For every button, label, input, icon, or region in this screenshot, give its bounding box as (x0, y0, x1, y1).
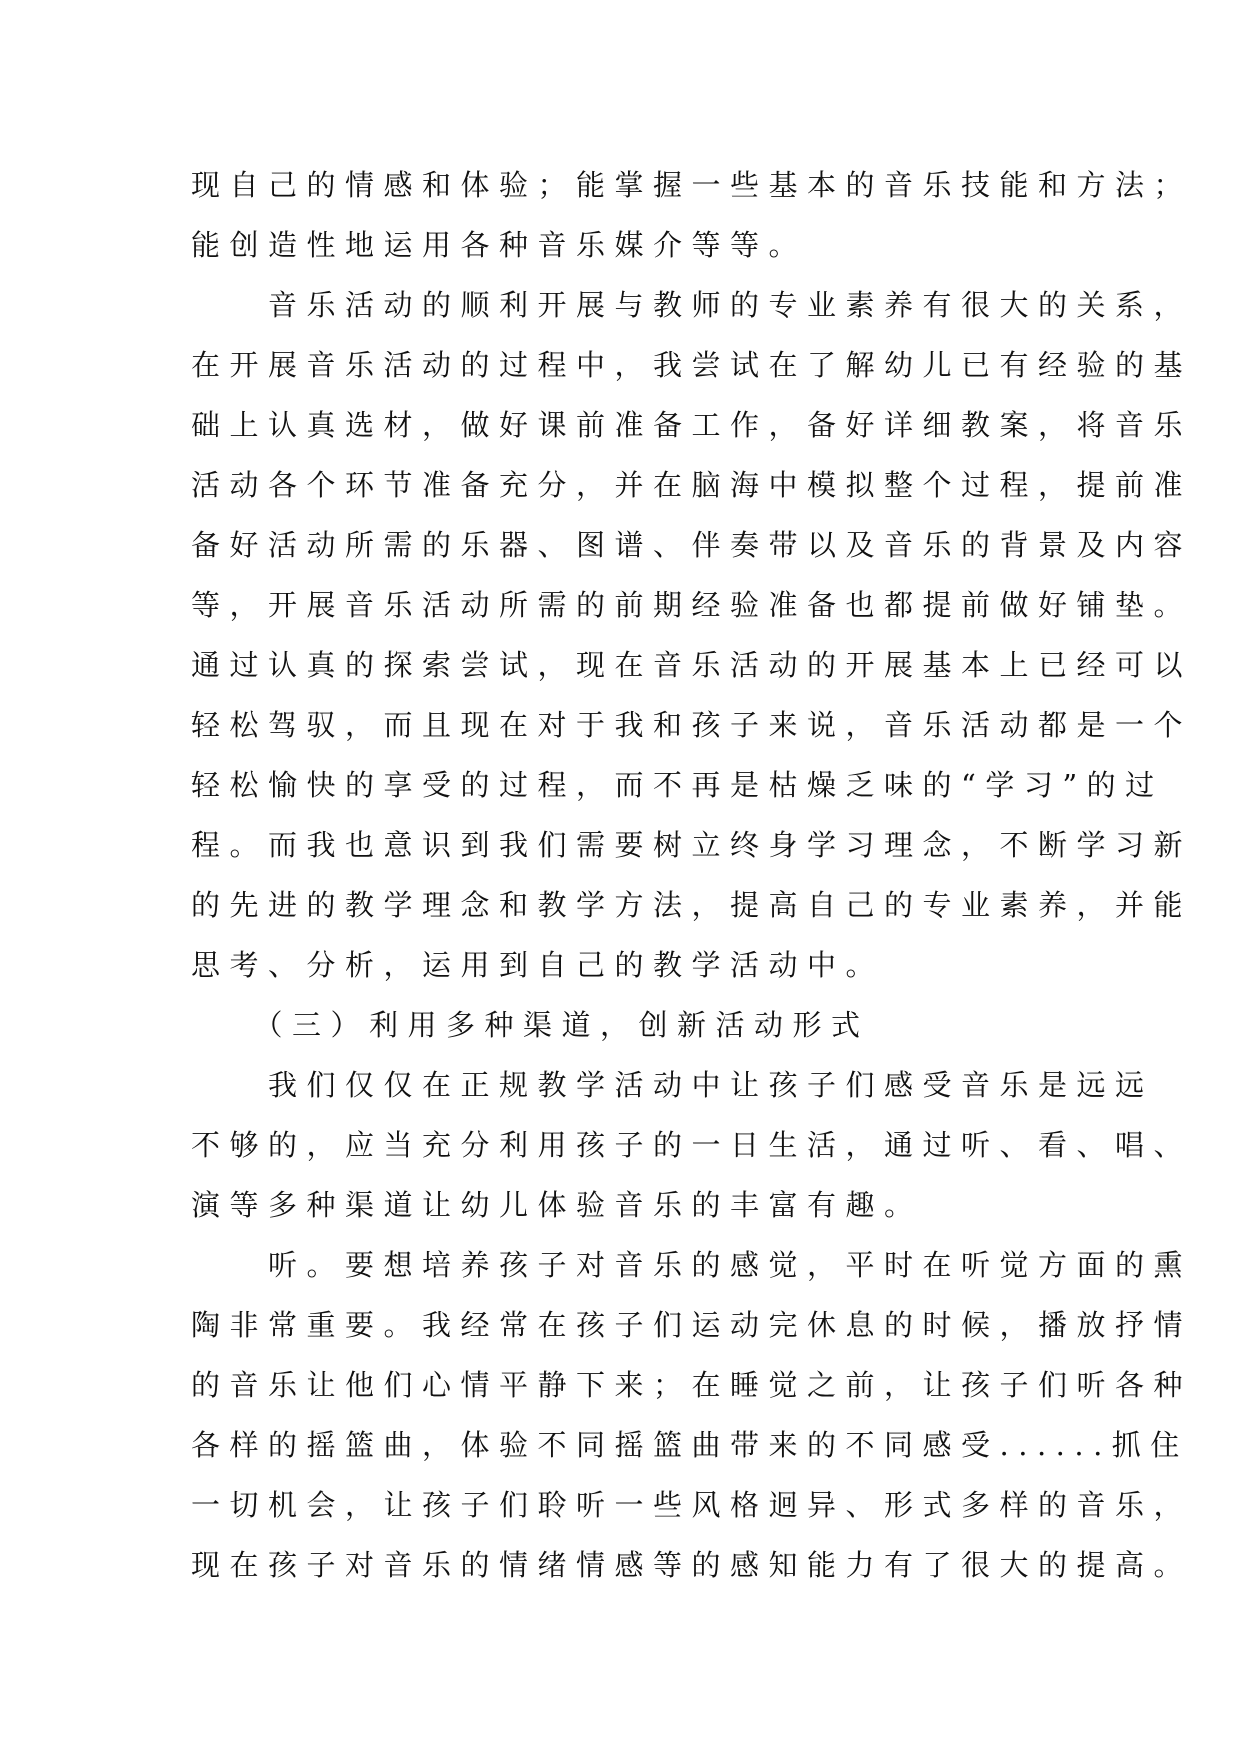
body-text (191, 155, 1193, 1595)
text-line: 我们仅仅在正规教学活动中让孩子们感受音乐是远远 (191, 1068, 1154, 1102)
text-line: 等，开展音乐活动所需的前期经验准备也都提前做好铺垫。 (191, 588, 1193, 622)
text-line: 的音乐让他们心情平静下来；在睡觉之前，让孩子们听各种 (191, 1368, 1193, 1402)
text-line: 现在孩子对音乐的情绪情感等的感知能力有了很大的提高。 (191, 1548, 1193, 1582)
text-line: 一切机会，让孩子们聆听一些风格迥异、形式多样的音乐， (191, 1488, 1193, 1522)
text-line: 陶非常重要。我经常在孩子们运动完休息的时候，播放抒情 (191, 1308, 1193, 1342)
text-line: 不够的，应当充分利用孩子的一日生活，通过听、看、唱、 (191, 1128, 1193, 1162)
section-heading: （三）利用多种渠道，创新活动形式 (191, 1008, 870, 1042)
text-line: 通过认真的探索尝试，现在音乐活动的开展基本上已经可以 (191, 648, 1193, 682)
text-line: 程。而我也意识到我们需要树立终身学习理念，不断学习新 (191, 828, 1193, 862)
text-line: 的先进的教学理念和教学方法，提高自己的专业素养，并能 (191, 888, 1193, 922)
text-line: 备好活动所需的乐器、图谱、伴奏带以及音乐的背景及内容 (191, 528, 1193, 562)
text-line: 现自己的情感和体验；能掌握一些基本的音乐技能和方法； (191, 168, 1193, 202)
text-line: 轻松驾驭，而且现在对于我和孩子来说，音乐活动都是一个 (191, 708, 1193, 742)
text-line: 础上认真选材，做好课前准备工作，备好详细教案，将音乐 (191, 408, 1193, 442)
text-line: 各样的摇篮曲，体验不同摇篮曲带来的不同感受......抓住 (191, 1428, 1189, 1462)
text-line: 思考、分析，运用到自己的教学活动中。 (191, 948, 885, 982)
text-line: 轻松愉快的享受的过程，而不再是枯燥乏味的“学习”的过 (191, 768, 1164, 802)
text-line: 在开展音乐活动的过程中，我尝试在了解幼儿已有经验的基 (191, 348, 1193, 382)
text-line: 演等多种渠道让幼儿体验音乐的丰富有趣。 (191, 1188, 923, 1222)
text-line: 活动各个环节准备充分，并在脑海中模拟整个过程，提前准 (191, 468, 1193, 502)
text-line: 音乐活动的顺利开展与教师的专业素养有很大的关系， (191, 288, 1193, 322)
text-line: 听。要想培养孩子对音乐的感觉，平时在听觉方面的熏 (191, 1248, 1193, 1282)
text-line: 能创造性地运用各种音乐媒介等等。 (191, 228, 808, 262)
